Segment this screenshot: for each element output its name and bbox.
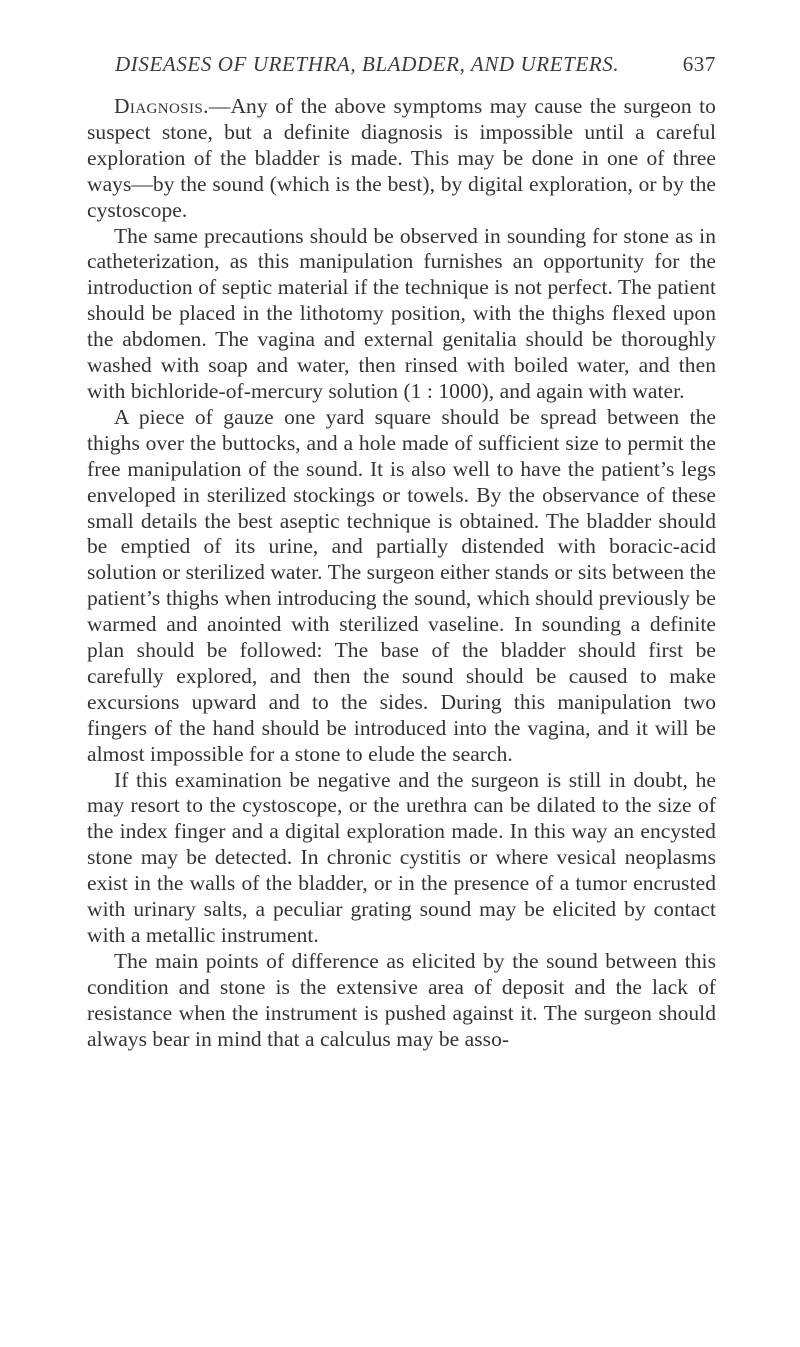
body-text (87, 94, 716, 1053)
section-lead: Diagnosis. (114, 94, 209, 118)
running-title: DISEASES OF URETHRA, BLADDER, AND URETERS. (115, 52, 620, 76)
paragraph-text: —Any of the above symptoms may cause the surgeon to suspect stone, but a definite diagnosis is impossible until a careful exploration of the bladder is made. This may be done in one of three ways—by the sound (which is the best), by digital exploration, or by the cystoscope. (87, 94, 716, 222)
paragraph-cystoscope: If this examination be negative and the surgeon is still in doubt, he may resort to the cystoscope, or the urethra can be dilated to the size of the index finger and a digital exploration made. In this way an encysted stone may be detected. In chronic cystitis or where vesical neoplasms exist in the walls of the bladder, or in the presence of a tumor encrusted with urinary salts, a peculiar grating sound may be elicited by contact with a metallic instrument. (87, 767, 716, 947)
paragraph-precautions: The same precautions should be observed in sounding for stone as in catheterization, as this manipulation furnishes an opportunity for the introduction of septic material if the technique is not perfect. The patient should be placed in the lithotomy position, with the thighs flexed upon the abdomen. The vagina and external genitalia should be thoroughly washed with soap and water, then rinsed with boiled water, and then with bichloride-of-mercury solution (1 : 1000), and again with water. (87, 223, 716, 403)
paragraph-differential: The main points of difference as elicited by the sound between this condition and stone is the extensive area of deposit and the lack of resistance when the instrument is pushed against it. The surgeon should always bear in mind that a calculus may be asso- (87, 948, 716, 1051)
running-head (87, 52, 716, 84)
page-number: 637 (682, 52, 716, 76)
paragraph-sounding-technique: A piece of gauze one yard square should be spread between the thighs over the buttocks, and a hole made of sufficient size to permit the free manipulation of the sound. It is also well to have the patient’s legs enveloped in sterilized stockings or towels. By the observance of these small details the best aseptic technique is obtained. The bladder should be emptied of its urine, and partially distended with boracic-acid solution or sterilized water. The surgeon either stands or sits between the patient’s thighs when introducing the sound, which should previously be warmed and anointed with sterilized vaseline. In sounding a definite plan should be followed: The base of the bladder should first be carefully explored, and then the sound should be caused to make excursions upward and to the sides. During this manipulation two fingers of the hand should be introduced into the vagina, and it will be almost impossible for a stone to elude the search. (87, 404, 716, 766)
paragraph-diagnosis (87, 94, 716, 224)
